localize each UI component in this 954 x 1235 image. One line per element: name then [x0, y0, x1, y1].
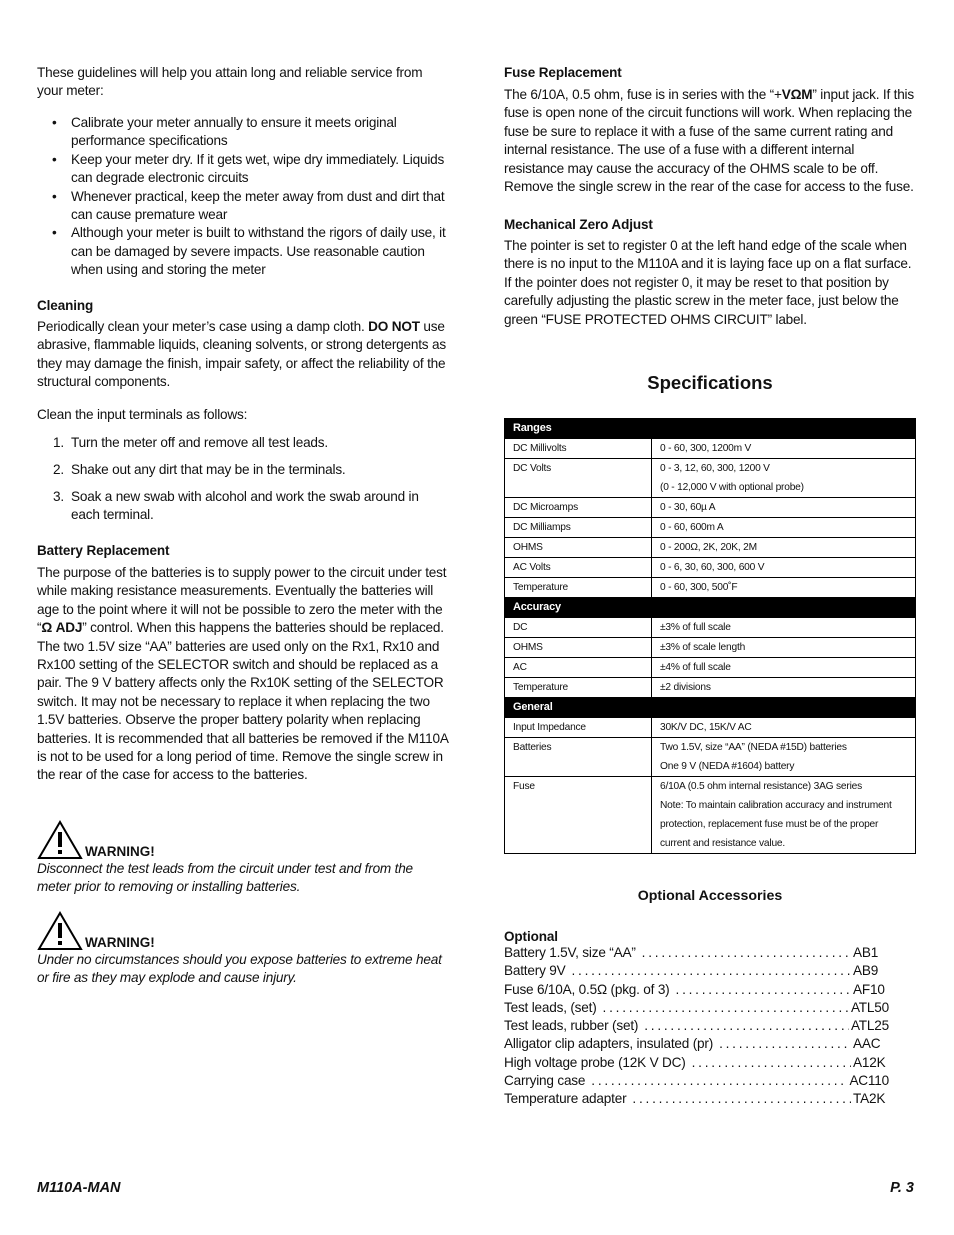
- accessory-label: Battery 1.5V, size “AA”: [504, 945, 636, 960]
- spec-key: DC Milliamps: [505, 518, 652, 538]
- accessory-code: AB1: [853, 945, 879, 960]
- warning-block-1: [37, 820, 449, 897]
- list-item: [37, 461, 449, 479]
- step-number: 3.: [53, 489, 64, 504]
- optional-heading: Optional: [504, 929, 558, 944]
- section-label: Ranges: [505, 419, 652, 439]
- dot-leader: [603, 999, 849, 1017]
- list-item: • Calibrate your meter annually to ensure it meets original performance specifications: [37, 114, 449, 151]
- cleaning-steps: [37, 434, 449, 533]
- spec-key: AC: [505, 658, 652, 678]
- care-bullet-list: [37, 114, 449, 280]
- spec-key: DC Volts: [505, 459, 652, 498]
- ohm-adj-emphasis: Ω ADJ: [41, 620, 83, 636]
- spec-value: 0 - 60, 300, 1200m V: [652, 439, 916, 459]
- dot-leader: [632, 1090, 851, 1108]
- section-header-blank: [652, 698, 916, 718]
- table-row: [505, 718, 916, 738]
- zero-adjust-paragraph: The pointer is set to register 0 at the left hand edge of the scale when there is no input to the M110A and it is laying face up on a flat surface. If the pointer does not register 0, it may be reset to that position by carefully adjusting the plastic screw in the meter face, just below the green “FUSE PROTECTED OHMS CIRCUIT” label.: [504, 238, 912, 327]
- dot-leader: [591, 1072, 847, 1090]
- accessory-code: ATL50: [850, 999, 889, 1015]
- spec-value-line: protection, replacement fuse must be of the proper: [660, 819, 879, 830]
- clean-terminals-intro: Clean the input terminals as follows:: [37, 407, 248, 422]
- spec-value: 30K/V DC, 15K/V AC: [652, 718, 916, 738]
- spec-value-line: 6/10A (0.5 ohm internal resistance) 3AG series: [660, 781, 863, 792]
- list-item: [504, 1090, 889, 1108]
- spec-value-line: current and resistance value.: [660, 838, 786, 849]
- accessory-code: TA2K: [853, 1091, 886, 1107]
- section-label: Accuracy: [505, 598, 652, 618]
- spec-value: ±3% of scale length: [652, 638, 916, 658]
- list-item: • Whenever practical, keep the meter away from dust and dirt that can cause premature wear: [37, 188, 449, 225]
- warning-header: [37, 911, 449, 951]
- spec-key: DC Microamps: [505, 498, 652, 518]
- dot-leader: [692, 1054, 851, 1072]
- dot-leader: [676, 981, 851, 999]
- fuse-paragraph: [504, 86, 916, 196]
- table-section-header: [505, 419, 916, 439]
- list-item: [504, 1072, 889, 1090]
- step-text: Soak a new swab with alcohol and work the swab around in each terminal.: [71, 489, 419, 523]
- accessory-label: Battery 9V: [504, 963, 566, 979]
- accessories-list: [504, 944, 889, 1109]
- section-header-blank: [652, 598, 916, 618]
- table-row: [505, 678, 916, 698]
- accessory-label: Test leads, rubber (set): [504, 1018, 639, 1034]
- spec-key: OHMS: [505, 638, 652, 658]
- vom-emphasis: VΩM: [781, 87, 813, 102]
- dot-leader: [642, 944, 851, 962]
- table-row: [505, 578, 916, 598]
- list-item: [504, 962, 889, 980]
- warning-text: Disconnect the test leads from the circuit under test and from the meter prior to removing or installing batteries.: [37, 861, 413, 895]
- spec-value: 0 - 60, 300, 500˚F: [652, 578, 916, 598]
- accessory-code: ATL25: [850, 1018, 889, 1034]
- spec-value-line: (0 - 12,000 V with optional probe): [660, 482, 804, 493]
- fuse-text: ” input jack. If this fuse is open none of the circuit functions will work. When replacing the fuse be sure to replace it with a fuse of the same current rating and internal resistance. The use of a fuse with a different internal resistance may cause the accuracy of the OHMS scale to be off. Remove the single screw in the rear of the case for access to the fuse.: [504, 87, 914, 195]
- table-row: [505, 777, 916, 854]
- warning-text: Under no circumstances should you expose batteries to extreme heat or fire as they may explode and cause injury.: [37, 952, 442, 986]
- spec-value: 0 - 60, 600m A: [652, 518, 916, 538]
- step-text: Turn the meter off and remove all test leads.: [71, 435, 328, 450]
- specifications-table: [504, 418, 916, 854]
- warning-block-2: [37, 911, 449, 988]
- list-item: [504, 1035, 889, 1053]
- dot-leader: [644, 1017, 849, 1035]
- accessory-label: Temperature adapter: [504, 1091, 627, 1107]
- cleaning-text: Periodically clean your meter’s case using a damp cloth.: [37, 319, 369, 334]
- spec-value-line: 0 - 3, 12, 60, 300, 1200 V: [660, 463, 770, 474]
- spec-key: Input Impedance: [505, 718, 652, 738]
- table-row: [505, 618, 916, 638]
- spec-value: [652, 738, 916, 777]
- table-section-header: [505, 698, 916, 718]
- spec-value: 0 - 30, 60µ A: [652, 498, 916, 518]
- warning-label: WARNING!: [85, 844, 155, 859]
- accessory-code: AF10: [853, 981, 885, 997]
- step-text: Shake out any dirt that may be in the terminals.: [71, 462, 346, 477]
- accessory-label: Fuse 6/10A, 0.5Ω (pkg. of 3): [504, 981, 670, 997]
- list-item: [37, 488, 449, 525]
- warning-triangle-icon: [37, 911, 83, 951]
- spec-key: DC: [505, 618, 652, 638]
- warning-label: WARNING!: [85, 935, 155, 950]
- spec-key: Temperature: [505, 578, 652, 598]
- specifications-title: Specifications: [647, 372, 773, 393]
- spec-key: Fuse: [505, 777, 652, 854]
- intro-text: These guidelines will help you attain long and reliable service from your meter:: [37, 65, 423, 99]
- table-row: [505, 498, 916, 518]
- table-row: [505, 738, 916, 777]
- list-item: [504, 1017, 889, 1035]
- list-item: [504, 1054, 889, 1072]
- cleaning-heading: Cleaning: [37, 298, 94, 313]
- table-row: [505, 459, 916, 498]
- table-row: [505, 558, 916, 578]
- table-row: [505, 658, 916, 678]
- warning-header: [37, 820, 449, 860]
- table-row: [505, 518, 916, 538]
- section-header-blank: [652, 419, 916, 439]
- spec-key: Temperature: [505, 678, 652, 698]
- list-item: [504, 944, 889, 962]
- accessories-title: Optional Accessories: [637, 888, 783, 904]
- battery-heading: Battery Replacement: [37, 543, 170, 558]
- list-item: • Keep your meter dry. If it gets wet, wipe dry immediately. Liquids can degrade electronic circuits: [37, 151, 449, 188]
- accessory-label: Carrying case: [504, 1073, 586, 1089]
- accessory-code: AB9: [853, 963, 879, 979]
- spec-value: ±4% of full scale: [652, 658, 916, 678]
- section-label: General: [505, 698, 652, 718]
- accessory-code: AAC: [853, 1036, 881, 1052]
- footer-doc-id: M110A-MAN: [37, 1180, 121, 1196]
- step-number: 1.: [53, 435, 64, 450]
- step-number: 2.: [53, 462, 64, 477]
- spec-value: 0 - 6, 30, 60, 300, 600 V: [652, 558, 916, 578]
- spec-value: [652, 777, 916, 854]
- table-section-header: [505, 598, 916, 618]
- spec-value-line: Two 1.5V, size “AA” (NEDA #15D) batteries: [660, 742, 847, 753]
- accessory-label: High voltage probe (12K V DC): [504, 1054, 686, 1070]
- cleaning-paragraph: [37, 318, 449, 392]
- list-item: • Although your meter is built to withstand the rigors of daily use, it can be damaged by severe impacts. Use reasonable caution when using and storing the meter: [37, 224, 449, 279]
- spec-key: AC Volts: [505, 558, 652, 578]
- table-row: [505, 538, 916, 558]
- accessory-label: Alligator clip adapters, insulated (pr): [504, 1036, 714, 1052]
- cleaning-text: use abrasive, flammable liquids, cleaning solvents, or strong detergents as they may damage the finish, impair safety, or affect the reliability of the structural components.: [37, 319, 446, 390]
- spec-value: ±3% of full scale: [652, 618, 916, 638]
- spec-value-line: One 9 V (NEDA #1604) battery: [660, 761, 795, 772]
- spec-value: 0 - 200Ω, 2K, 20K, 2M: [652, 538, 916, 558]
- battery-text: ” control. When this happens the batteries should be replaced. The two 1.5V size “AA” batteries are used only on the Rx1, Rx10 and Rx100 setting of the SELECTOR switch and should be replaced as a pair. The 9 V battery affects only the Rx10K setting of the SELECTOR switch. It may not be necessary to replace it when replacing the two 1.5V batteries. Observe the proper battery polarity when replacing batteries. It is recommended that all batteries be removed if the M110A is not to be used for a long period of time. Remove the single screw in the rear of the case for access to the batteries.: [37, 620, 448, 783]
- fuse-heading: Fuse Replacement: [504, 65, 622, 80]
- warning-triangle-icon: [37, 820, 83, 860]
- do-not-emphasis: DO NOT: [368, 319, 420, 334]
- table-row: [505, 638, 916, 658]
- battery-paragraph: [37, 564, 449, 785]
- table-row: [505, 439, 916, 459]
- spec-key: Batteries: [505, 738, 652, 777]
- list-item: [504, 981, 889, 999]
- accessory-code: AC110: [849, 1073, 889, 1089]
- battery-text: The purpose of the batteries is to supply power to the circuit under test while making resistance measurements. Eventually the batteries will age to the point where it will not be possible to zero the meter with the “: [37, 565, 447, 636]
- spec-value: ±2 divisions: [652, 678, 916, 698]
- spec-key: OHMS: [505, 538, 652, 558]
- list-item: [504, 999, 889, 1017]
- list-item: [37, 434, 449, 452]
- fuse-text: The 6/10A, 0.5 ohm, fuse is in series with the “+: [504, 87, 782, 102]
- spec-value: [652, 459, 916, 498]
- accessory-label: Test leads, (set): [504, 999, 597, 1015]
- zero-adjust-heading: Mechanical Zero Adjust: [504, 217, 653, 232]
- dot-leader: [719, 1035, 851, 1053]
- dot-leader: [571, 962, 851, 980]
- accessory-code: A12K: [853, 1054, 886, 1070]
- spec-key: DC Millivolts: [505, 439, 652, 459]
- spec-value-line: Note: To maintain calibration accuracy and instrument: [660, 800, 892, 811]
- footer-page-number: P. 3: [890, 1180, 914, 1196]
